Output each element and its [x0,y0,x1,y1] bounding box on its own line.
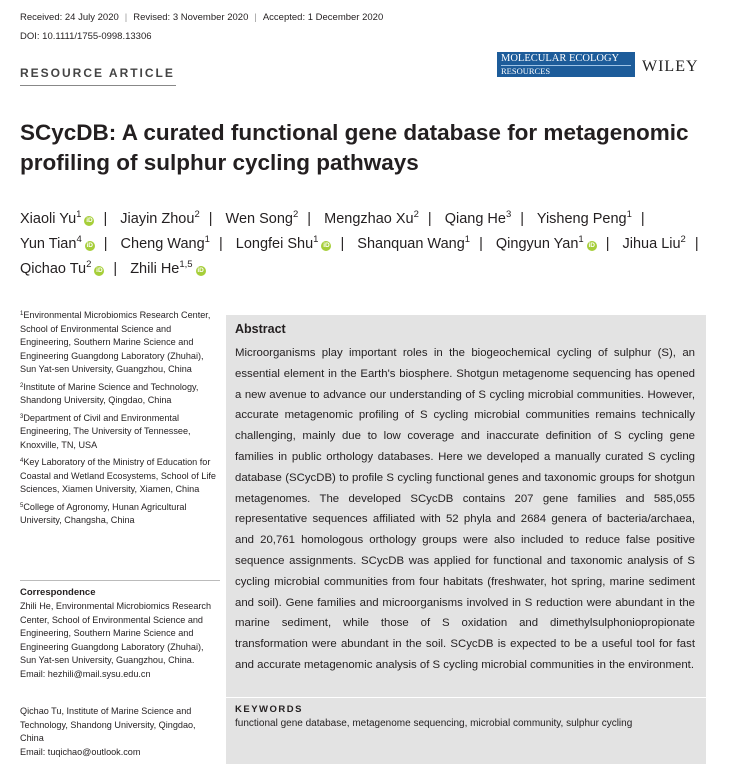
publisher-logo[interactable]: WILEY [642,58,699,75]
orcid-icon[interactable]: iD [323,242,330,249]
contact-2-email[interactable]: Email: tuqichao@outlook.com [20,746,141,757]
correspondence-divider [20,580,220,581]
affiliation-text: College of Agronomy, Hunan Agricultural University, Changsha, China [20,501,187,525]
revised-date: Revised: 3 November 2020 [133,12,249,23]
author-name-text: Yun Tian [20,236,77,252]
journal-logo[interactable] [497,52,635,77]
author-affiliation-number: 2 [413,209,419,220]
author-affiliation-number: 1,5 [179,259,193,270]
article-type-label: RESOURCE ARTICLE [20,66,175,80]
author-separator: | [218,236,223,252]
author-separator: | [307,211,312,227]
author-separator: | [340,236,345,252]
publication-dates [20,12,383,23]
orcid-icon[interactable]: iD [96,267,103,274]
affiliation-item [20,412,220,453]
affiliation-text: Department of Civil and Environmental Engineering, The University of Tennessee, Knoxville, TN, USA [20,412,191,450]
author-affiliation-number: 1 [626,209,632,220]
author-name-text: Qichao Tu [20,261,87,277]
author-name[interactable] [130,261,205,277]
author-name[interactable] [357,236,470,252]
affiliation-item [20,501,220,528]
author-list [20,207,710,282]
abstract-title: Abstract [235,322,286,336]
affiliation-number: 1 [20,311,24,317]
affiliation-item [20,456,220,497]
author-separator: | [694,236,699,252]
affiliation-number: 2 [20,382,24,389]
author-separator: | [113,261,118,277]
author-name-text: Yisheng Peng [536,211,627,227]
affiliation-number: 4 [20,458,24,464]
author-affiliation-number: 1 [204,234,210,245]
author-name[interactable] [537,211,632,227]
author-affiliation-number: 1 [464,234,471,245]
keywords-title: KEYWORDS [235,704,303,715]
received-date: Received: 24 July 2020 [20,12,119,23]
affiliations [20,309,220,532]
author-affiliation-number: 1 [313,234,319,245]
author-affiliation-number: 4 [76,234,82,245]
author-separator: | [640,211,645,227]
date-separator: | [124,12,128,23]
abstract-text: Microorganisms play important roles in the biogeochemical cycling of sulphur (S), an essential element in the Earth's biosphere. Shotgun metagenome sequencing has opened a new avenue to advance our understanding of S cycling microbial communities. However, accurate metagenomic profiling of S cycling microbial communities remains technically challenging, mainly due to low coverage and inaccurate definition of S cycling gene families in public orthology databases. Here we developed a manually curated S cycling database (SCycDB) to profile S cycling functional genes and taxonomic groups for shotgun metagenomes. The developed SCycDB contains 207 gene families and 585,055 representative sequences affiliated with 52 phyla and 2684 genera of bacteria/archaea, and 20,761 homologous orthology groups were also included to reduce false positive sequence assignments. SCycDB was applied for functional and taxonomic analysis of S cycling microbial communities from four habitats (freshwater, hot spring, marine sediment and soil). Gene families and microorganisms involved in S reduction were abundant in the marine sediment, while those of S oxidation and dimethylsulphoniopropionate transformation were abundant in the soil. SCycDB is expected to be a useful tool for fast and accurate metagenomic analysis of S cycling microbial communities in the environment. [235,347,695,671]
author-name[interactable] [120,211,199,227]
author-affiliation-number: 2 [86,259,92,270]
author-name-text: Zhili He [130,261,180,277]
author-name[interactable] [20,211,94,227]
author-separator: | [208,211,213,227]
affiliation-item [20,381,220,408]
orcid-icon[interactable]: iD [588,242,595,249]
journal-name-line2: RESOURCES [501,65,631,77]
journal-name-line1: MOLECULAR ECOLOGY [501,53,620,64]
orcid-icon[interactable]: iD [86,242,93,249]
author-name-text: Longfei Shu [235,236,314,252]
affiliation-text: Key Laboratory of the Ministry of Education for Coastal and Wetland Ecosystems, School of Life Sciences, Xiamen University, Xiamen, China [20,457,216,494]
author-name-text: Qiang He [444,211,506,227]
author-name-text: Jiayin Zhou [120,211,195,227]
author-name-text: Cheng Wang [120,236,205,252]
author-affiliation-number: 1 [578,234,584,245]
affiliation-number: 3 [20,413,24,420]
author-affiliation-number: 1 [76,209,82,220]
author-name[interactable] [623,236,686,252]
author-name-text: Mengzhao Xu [324,211,414,227]
author-separator: | [103,236,108,252]
author-separator: | [427,211,432,227]
author-name[interactable] [324,211,419,227]
article-type-underline [20,85,176,86]
author-affiliation-number: 3 [505,209,512,220]
date-separator: | [254,12,257,23]
author-name[interactable] [496,236,597,252]
correspondence-title: Correspondence [20,587,96,598]
affiliation-number: 5 [20,502,24,509]
author-name[interactable] [236,236,332,252]
doi-link[interactable]: DOI: 10.1111/1755-0998.13306 [20,31,152,42]
accepted-date: Accepted: 1 December 2020 [262,12,384,23]
author-separator: | [103,211,108,227]
correspondence-contact-2 [20,705,220,759]
author-name-text: Xiaoli Yu [20,211,77,227]
keywords-text: functional gene database, metagenome sequencing, microbial community, sulphur cycling [235,718,633,729]
contact-1-email[interactable]: Email: hezhili@mail.sysu.edu.cn [20,668,151,679]
keywords-divider [226,697,706,698]
author-name[interactable] [20,261,104,277]
orcid-icon[interactable]: iD [86,217,93,224]
orcid-icon[interactable]: iD [197,267,204,274]
affiliation-text: Institute of Marine Science and Technology, Shandong University, Qingdao, China [20,381,199,405]
author-affiliation-number: 2 [293,209,299,220]
affiliation-item [20,309,220,377]
author-separator: | [479,236,483,252]
author-name-text: Shanquan Wang [357,236,465,252]
contact-1-address: Zhili He, Environmental Microbiomics Research Center, School of Environmental Science and Engineering, Southern Marine Science and Engineering Guangdong Laboratory (Zhuhai), Sun Yat-sen University, Guangzhou, China. [20,601,212,665]
correspondence-contact-1 [20,600,220,681]
contact-2-address: Qichao Tu, Institute of Marine Science and Technology, Shandong University, Qingdao, China [20,706,196,743]
article-title: SCycDB: A curated functional gene database for metagenomic profiling of sulphur cycling pathways [20,120,689,175]
author-name[interactable] [226,211,299,227]
author-affiliation-number: 2 [194,209,200,220]
author-separator: | [605,236,610,252]
author-name-text: Qingyun Yan [495,236,579,252]
author-name[interactable] [20,236,95,252]
author-separator: | [520,211,525,227]
author-name[interactable] [121,236,210,252]
author-name-text: Wen Song [225,211,293,227]
author-affiliation-number: 2 [680,234,686,245]
affiliation-text: Environmental Microbiomics Research Center, School of Environmental Science and Engineering, Southern Marine Science and Engineering Guangdong Laboratory (Zhuhai), Sun Yat-sen University, Guangzhou, China [20,310,211,374]
author-name-text: Jihua Liu [622,236,681,252]
author-name[interactable] [445,211,512,227]
